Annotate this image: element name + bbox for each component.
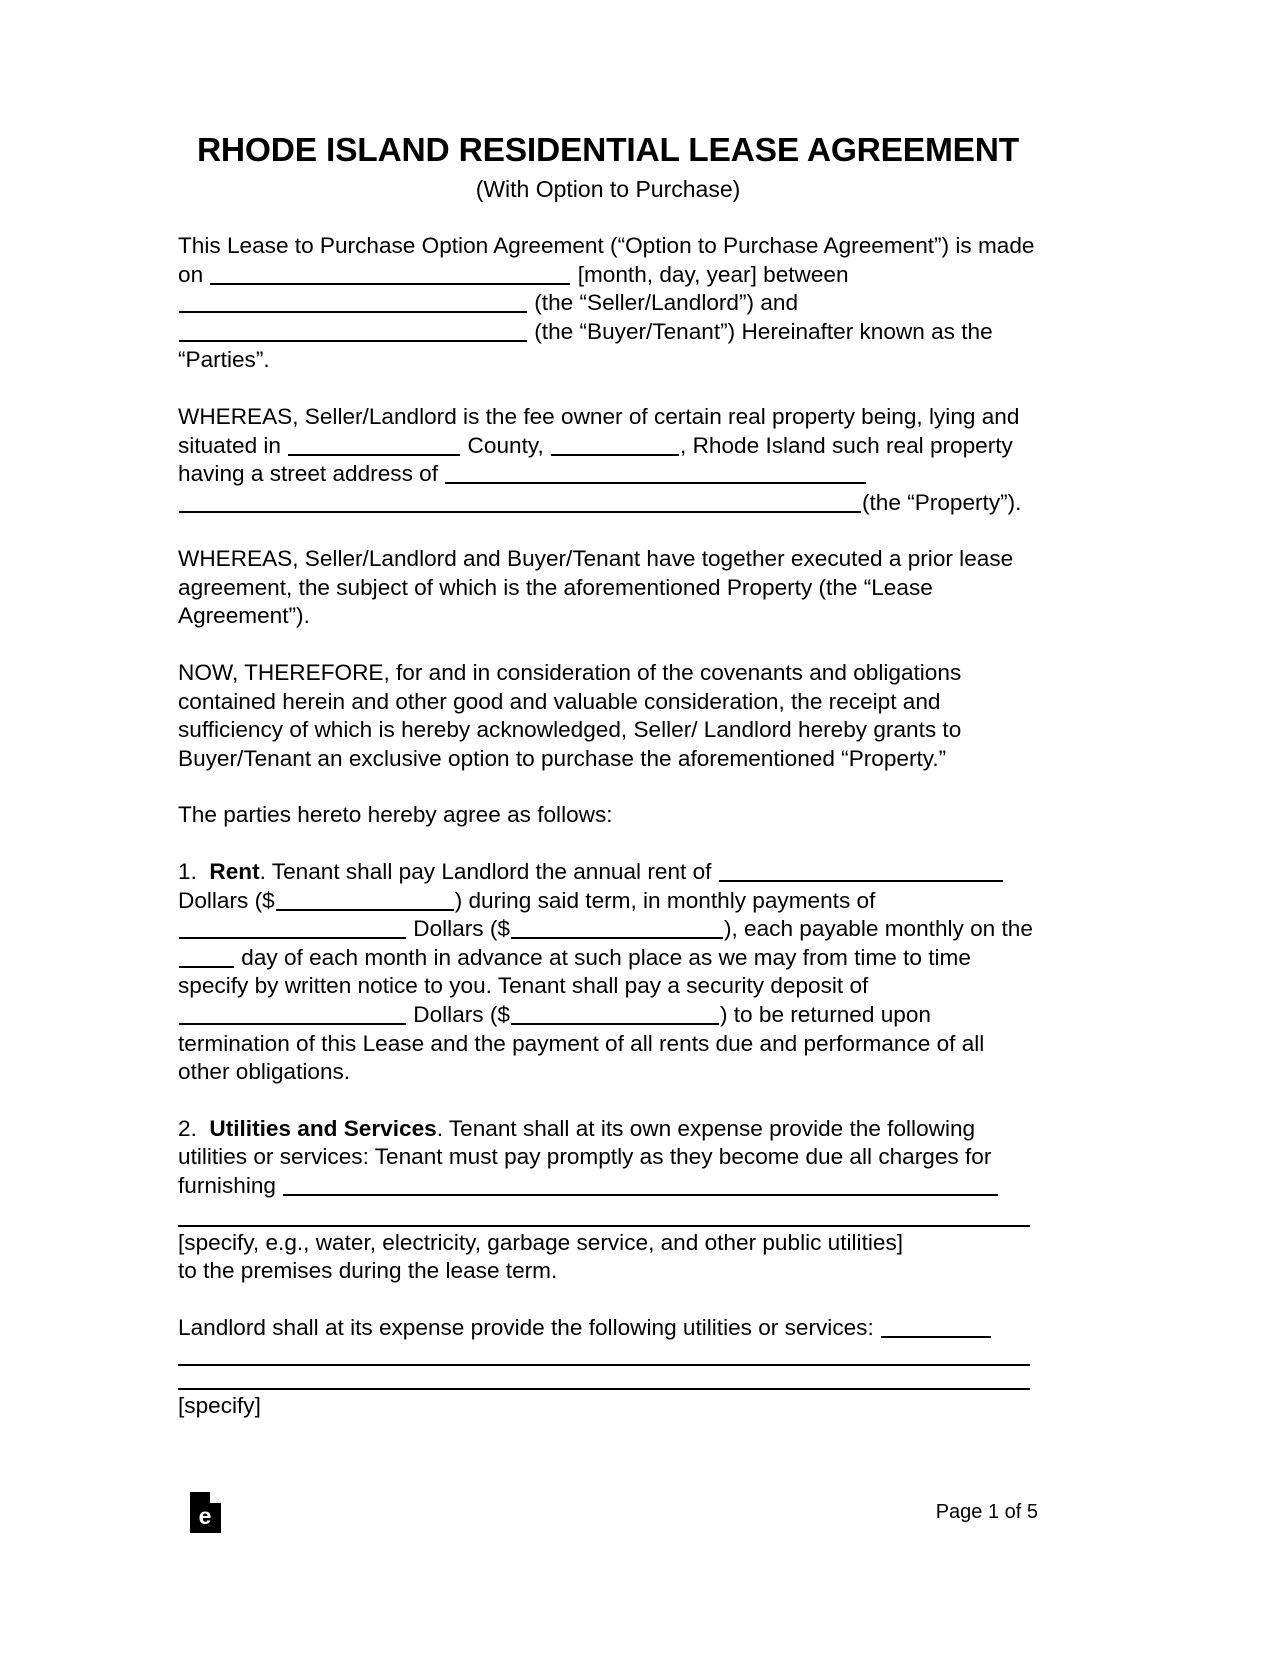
section-rent-text-4: Dollars ($ [407,916,510,942]
county-blank[interactable] [288,436,460,456]
tenant-utilities-blank-line2[interactable] [178,1225,1030,1227]
section-rent-text-2: Dollars ($ [178,887,275,913]
whereas-property-text-1: WHEREAS, Seller/Landlord is the fee owner of certain real property being, lying and situated in [178,403,1020,458]
section-utilities-heading: Utilities and Services [209,1115,437,1141]
section-rent-text-3: ) during said term, in monthly payments of [454,887,876,913]
now-therefore-paragraph: NOW, THEREFORE, for and in consideration of the covenants and obligations contained herein and other good and valuable consideration, the receipt and sufficiency of which is hereby acknowledged, Seller/ Landlord hereby grants to Buyer/Tenant an exclusive option to purchase the aforementioned “Property.” [178,660,962,771]
document-body [178,132,1038,1421]
page-title: RHODE ISLAND RESIDENTIAL LEASE AGREEMENT [196,132,1020,169]
landlord-utilities-line [178,1314,1038,1343]
whereas-property-paragraph [178,403,1038,517]
section-rent [178,858,1038,1087]
whereas-property-text-3: , Rhode Island such real property having a street address of [178,432,1013,487]
section-rent-text-1: . Tenant shall pay Landlord the annual rent of [259,859,718,885]
annual-rent-words-blank[interactable] [719,862,1003,882]
landlord-utilities-text: Landlord shall at its expense provide the following utilities or services: [178,1314,881,1340]
whereas-property-text-4: (the “Property”). [862,489,1022,515]
section-rent-heading: Rent [209,859,260,885]
section-rent-text-6: day of each month in advance at such place as we may from time to time specify by written notice to you. Tenant shall pay a security deposit of [178,944,971,999]
page-number: Page 1 of 5 [935,1501,1038,1523]
section-utilities [178,1115,1038,1201]
monthly-rent-amount-blank[interactable] [511,919,723,939]
annual-rent-amount-blank[interactable] [276,891,454,911]
intro-text-d: (the “Buyer/Tenant”) Hereinafter known as the “Parties”. [178,318,993,373]
tenant-utilities-tail: to the premises during the lease term. [178,1258,558,1284]
landlord-utilities-specify-note: [specify] [178,1393,261,1419]
tenant-utilities-specify-note: [specify, e.g., water, electricity, garbage service, and other public utilities] [178,1229,904,1255]
landlord-utilities-blank-line3[interactable] [178,1388,1030,1390]
tenant-utilities-blank-line1[interactable] [283,1176,998,1196]
section-rent-text-8: ) to be returned upon termination of this Lease and the payment of all rents due and performance of all other obligations. [178,1002,985,1085]
svg-text:e: e [198,1503,212,1529]
intro-text-c: (the “Seller/Landlord”) and [528,290,799,316]
rent-due-day-blank[interactable] [179,948,234,968]
eforms-logo-icon[interactable] [190,1492,221,1533]
section-utilities-text-1: . Tenant shall at its own expense provide the following utilities or services: Tenant must pay promptly as they become due all charges for furnishing [178,1115,992,1198]
landlord-utilities-blank-line2[interactable] [178,1364,1030,1366]
security-deposit-amount-blank[interactable] [511,1005,719,1025]
seller-landlord-blank[interactable] [179,293,527,313]
intro-paragraph [178,232,1038,375]
intro-text-b: [month, day, year] between [571,261,849,287]
landlord-utilities-blank-line1[interactable] [881,1318,991,1338]
street-address-blank-line1[interactable] [445,464,866,484]
city-blank[interactable] [551,436,679,456]
date-blank[interactable] [210,265,570,285]
street-address-blank-line2[interactable] [179,493,861,513]
buyer-tenant-blank[interactable] [179,322,527,342]
page-footer [178,1486,1038,1546]
section-rent-text-5: ), each payable monthly on the [723,916,1033,942]
agree-line: The parties hereto hereby agree as follows: [178,802,613,828]
section-rent-text-7: Dollars ($ [407,1002,510,1028]
whereas-prior-lease-paragraph: WHEREAS, Seller/Landlord and Buyer/Tenant have together executed a prior lease agreement, the subject of which is the aforementioned Property (the “Lease Agreement”). [178,546,1014,629]
intro-text-a: This Lease to Purchase Option Agreement (“Option to Purchase Agreement”) is made on [178,232,1035,287]
whereas-property-text-2: County, [461,432,551,458]
section-utilities-number: 2. [178,1115,197,1141]
security-deposit-words-blank[interactable] [179,1005,406,1025]
section-rent-number: 1. [178,859,197,885]
monthly-rent-words-blank[interactable] [179,919,406,939]
page-subtitle: (With Option to Purchase) [475,175,741,202]
